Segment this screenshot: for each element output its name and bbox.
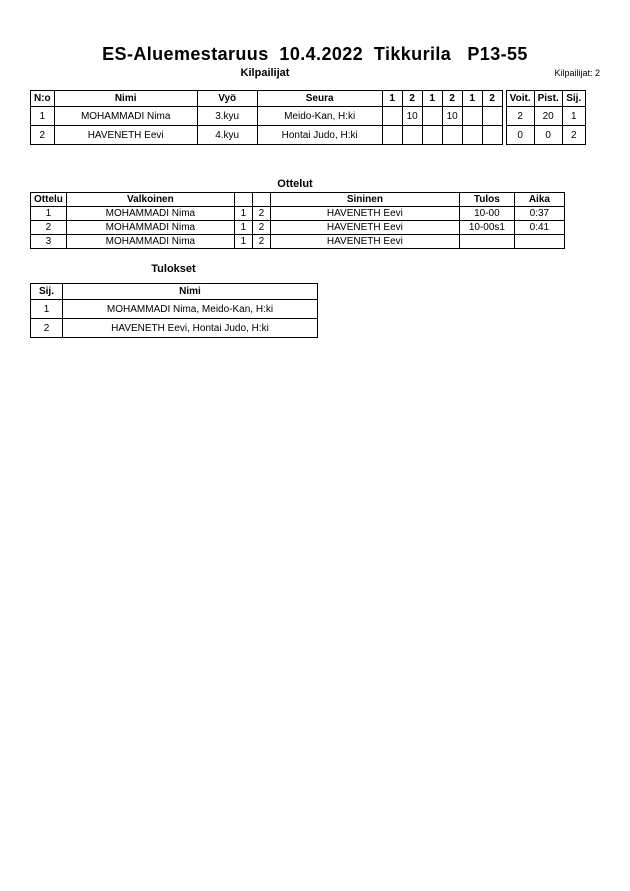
col-blue: Sininen xyxy=(270,193,459,207)
cell-match-no: 2 xyxy=(31,221,67,235)
cell-place: 2 xyxy=(562,126,585,145)
cell-points: 20 xyxy=(534,107,562,126)
cell-blue-no: 2 xyxy=(252,235,270,249)
cell-blue-no: 2 xyxy=(252,207,270,221)
result-row xyxy=(31,319,318,338)
cell-blue-name: HAVENETH Eevi xyxy=(270,221,459,235)
col-white: Valkoinen xyxy=(66,193,234,207)
cell-no: 1 xyxy=(31,107,55,126)
col-result: Tulos xyxy=(459,193,514,207)
col-name: Nimi xyxy=(63,284,318,300)
cell-club: Meido-Kan, H:ki xyxy=(257,107,382,126)
cell-name: MOHAMMADI Nima, Meido-Kan, H:ki xyxy=(63,300,318,319)
cell-score xyxy=(482,126,502,145)
cell-place: 1 xyxy=(31,300,63,319)
results-table xyxy=(30,283,318,338)
cell-score xyxy=(442,126,462,145)
col-points: Pist. xyxy=(534,91,562,107)
cell-club: Hontai Judo, H:ki xyxy=(257,126,382,145)
cell-score xyxy=(422,107,442,126)
competitors-section-title: Kilpailijat xyxy=(240,67,290,79)
competitors-summary-header-row xyxy=(506,91,585,107)
cell-score xyxy=(402,126,422,145)
cell-score xyxy=(382,126,402,145)
col-score-2: 2 xyxy=(402,91,422,107)
cell-belt: 3.kyu xyxy=(197,107,257,126)
cell-time xyxy=(514,235,564,249)
match-row xyxy=(31,207,565,221)
col-score-6: 2 xyxy=(482,91,502,107)
col-score-5: 1 xyxy=(462,91,482,107)
cell-blue-name: HAVENETH Eevi xyxy=(270,207,459,221)
cell-wins: 0 xyxy=(506,126,534,145)
cell-result xyxy=(459,235,514,249)
cell-match-no: 3 xyxy=(31,235,67,249)
cell-belt: 4.kyu xyxy=(197,126,257,145)
matches-section-title: Ottelut xyxy=(277,178,313,190)
cell-place: 2 xyxy=(31,319,63,338)
col-no: N:o xyxy=(31,91,55,107)
col-place: Sij. xyxy=(562,91,585,107)
col-white-no xyxy=(234,193,252,207)
results-header-row xyxy=(31,284,318,300)
cell-white-name: MOHAMMADI Nima xyxy=(66,207,234,221)
cell-score xyxy=(462,107,482,126)
col-score-1: 1 xyxy=(382,91,402,107)
competitors-table-group xyxy=(30,90,586,145)
competitor-summary-row xyxy=(506,126,585,145)
competitor-row xyxy=(31,107,503,126)
cell-score xyxy=(422,126,442,145)
competitor-row xyxy=(31,126,503,145)
cell-name: HAVENETH Eevi xyxy=(54,126,197,145)
cell-blue-name: HAVENETH Eevi xyxy=(270,235,459,249)
cell-score xyxy=(462,126,482,145)
cell-white-name: MOHAMMADI Nima xyxy=(66,235,234,249)
col-name: Nimi xyxy=(54,91,197,107)
cell-time: 0:41 xyxy=(514,221,564,235)
matches-table xyxy=(30,192,565,249)
cell-white-no: 1 xyxy=(234,221,252,235)
results-table-group xyxy=(30,283,318,338)
col-score-4: 2 xyxy=(442,91,462,107)
col-wins: Voit. xyxy=(506,91,534,107)
col-belt: Vyö xyxy=(197,91,257,107)
cell-no: 2 xyxy=(31,126,55,145)
col-time: Aika xyxy=(514,193,564,207)
col-match: Ottelu xyxy=(31,193,67,207)
cell-score: 10 xyxy=(442,107,462,126)
page-title: ES-Aluemestaruus 10.4.2022 Tikkurila P13-55 xyxy=(102,44,528,64)
col-score-3: 1 xyxy=(422,91,442,107)
col-place: Sij. xyxy=(31,284,63,300)
cell-result: 10-00 xyxy=(459,207,514,221)
cell-white-no: 1 xyxy=(234,235,252,249)
match-row xyxy=(31,235,565,249)
col-club: Seura xyxy=(257,91,382,107)
cell-place: 1 xyxy=(562,107,585,126)
cell-score: 10 xyxy=(402,107,422,126)
cell-match-no: 1 xyxy=(31,207,67,221)
cell-white-no: 1 xyxy=(234,207,252,221)
cell-points: 0 xyxy=(534,126,562,145)
cell-time: 0:37 xyxy=(514,207,564,221)
competitors-summary-table xyxy=(506,90,586,145)
col-blue-no xyxy=(252,193,270,207)
matches-header-row xyxy=(31,193,565,207)
result-row xyxy=(31,300,318,319)
cell-name: HAVENETH Eevi, Hontai Judo, H:ki xyxy=(63,319,318,338)
competitors-count: Kilpailijat: 2 xyxy=(554,68,600,78)
cell-wins: 2 xyxy=(506,107,534,126)
cell-score xyxy=(382,107,402,126)
matches-table-group xyxy=(30,192,565,249)
cell-score xyxy=(482,107,502,126)
competitors-header-row xyxy=(31,91,503,107)
competitor-summary-row xyxy=(506,107,585,126)
results-section-title: Tulokset xyxy=(151,263,196,275)
match-row xyxy=(31,221,565,235)
cell-name: MOHAMMADI Nima xyxy=(54,107,197,126)
cell-result: 10-00s1 xyxy=(459,221,514,235)
cell-blue-no: 2 xyxy=(252,221,270,235)
competitors-table xyxy=(30,90,503,145)
cell-white-name: MOHAMMADI Nima xyxy=(66,221,234,235)
